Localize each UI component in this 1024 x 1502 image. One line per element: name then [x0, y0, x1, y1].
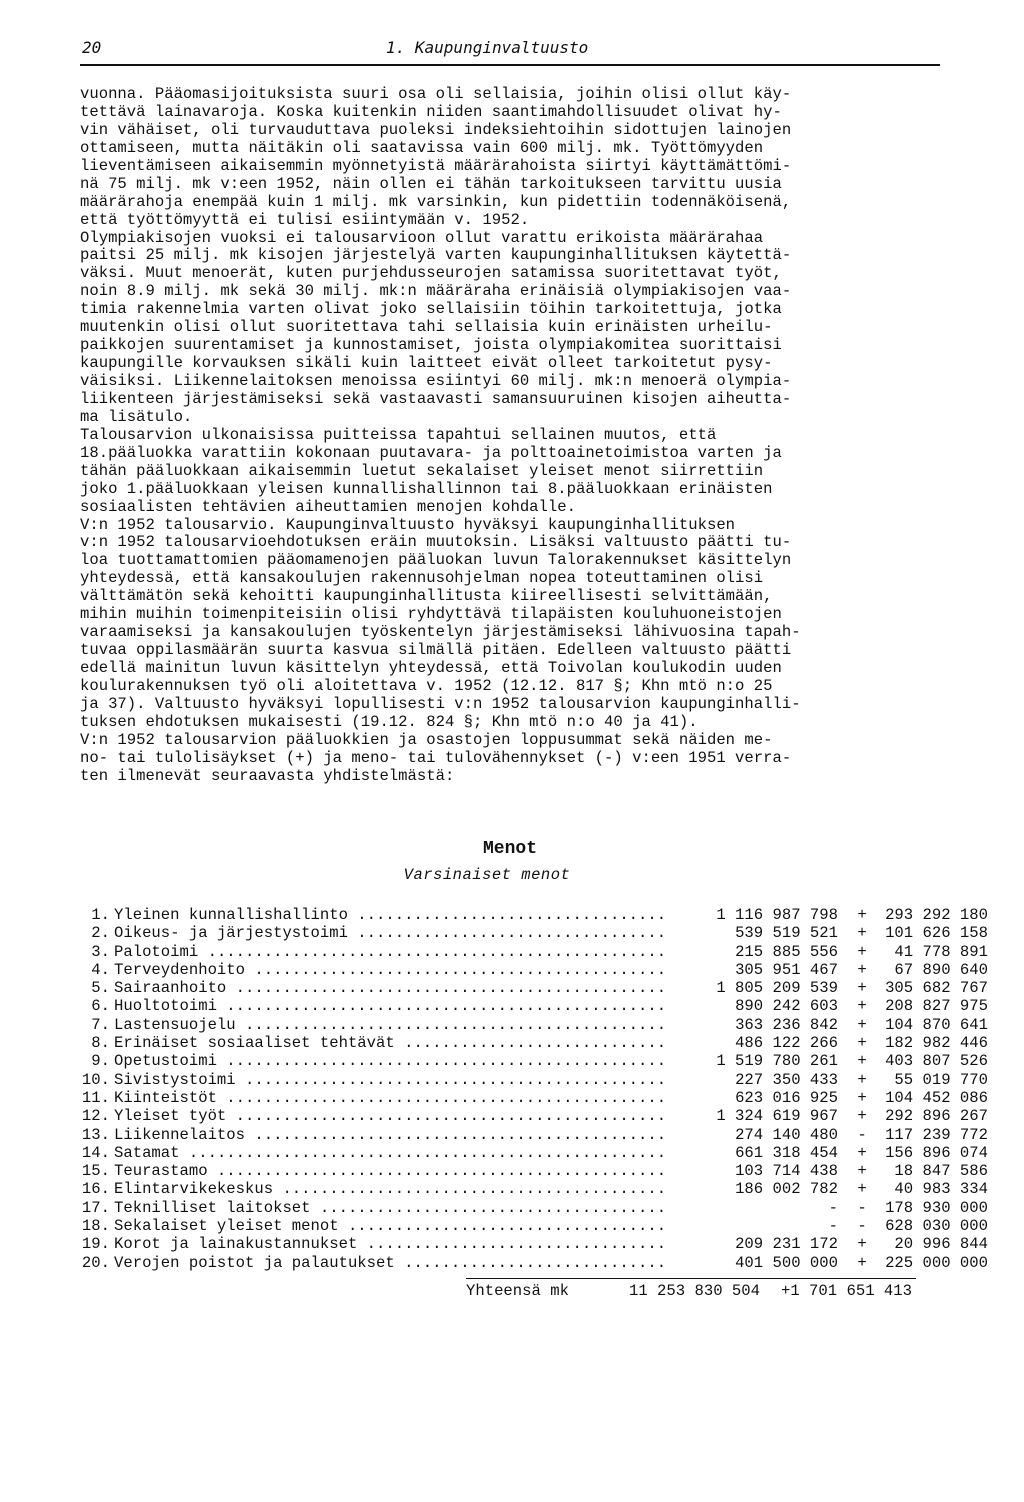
- row-label: [114, 961, 669, 979]
- row-value: 539 519 521: [735, 924, 838, 943]
- text-line: muutenkin olisi ollut suoritettava tahi sellaisia kuin erinäisten urheilu-: [80, 319, 773, 337]
- row-value: 1 116 987 798: [716, 906, 838, 924]
- text-line: timia rakennelmia varten olivat joko sellaisiin töihin tarkoitettuja, jotka: [80, 301, 782, 319]
- text-line: V:n 1952 talousarvion pääluokkien ja osastojen loppusummat sekä näiden me-: [80, 731, 773, 749]
- row-label: [114, 1144, 669, 1162]
- text-line: ma lisätulo.: [80, 408, 193, 426]
- row-label: [114, 906, 669, 924]
- text-line: lieventämiseen aikaisemmin myönnetyistä määrärahoista siirtyi käyttämättömi-: [80, 157, 792, 175]
- row-label-text: Teurastamo: [114, 1162, 208, 1181]
- row-value: 623 016 925: [735, 1088, 838, 1107]
- row-label: [114, 1126, 669, 1144]
- row-value: -: [828, 1198, 838, 1217]
- row-number: 13.: [81, 1125, 110, 1144]
- row-sign: +: [857, 1180, 867, 1199]
- row-number: 19.: [81, 1235, 110, 1254]
- text-line: edellä mainitun luvun käsittelyn yhteydessä, että Toivolan koulukodin uuden: [80, 660, 782, 677]
- page-number: 20: [82, 38, 102, 57]
- row-sign: +: [857, 1235, 867, 1254]
- row-label: [114, 1254, 669, 1272]
- header-rule: [80, 64, 940, 66]
- row-number: 18.: [81, 1217, 110, 1236]
- row-sign: +: [857, 1107, 867, 1126]
- row-value: 1 324 619 967: [716, 1107, 838, 1126]
- row-label-text: Lastensuojelu: [114, 1015, 236, 1034]
- budget-table: [78, 906, 988, 1272]
- text-line: vuonna. Pääomasijoituksista suuri osa oli sellaisia, joihin olisi ollut käy-: [80, 86, 792, 103]
- row-label-text: Yleiset työt: [114, 1107, 227, 1126]
- row-label: [114, 1162, 669, 1180]
- row-number: 17.: [81, 1198, 110, 1217]
- table-row: [78, 1088, 988, 1107]
- row-value: 209 231 172: [735, 1235, 838, 1254]
- row-number: 16.: [81, 1180, 110, 1199]
- table-subheading: Varsinaiset menot: [403, 866, 571, 884]
- row-sign: +: [857, 1143, 867, 1162]
- total-change: +1 701 651 413: [780, 1282, 912, 1300]
- row-change: 403 807 526: [885, 1052, 988, 1071]
- text-line: varaamiseksi ja kansakoulujen työskentelyn järjestämiseksi lähivuosina tapah-: [80, 624, 801, 642]
- row-value: 186 002 782: [735, 1180, 838, 1199]
- row-label-text: Elintarvikekeskus: [114, 1180, 274, 1199]
- text-line: loa tuottamattomien pääomamenojen pääluokan luvun Talorakennukset käsittelyn: [80, 552, 792, 570]
- row-change: 178 930 000: [885, 1198, 988, 1217]
- row-label-text: Liikennelaitos: [114, 1125, 246, 1144]
- table-row: [78, 1162, 988, 1181]
- row-change: 208 827 975: [885, 997, 988, 1016]
- row-change: 225 000 000: [885, 1253, 988, 1272]
- row-number: 15.: [81, 1162, 110, 1181]
- row-value: 274 140 480: [735, 1125, 838, 1144]
- table-row: [78, 979, 988, 998]
- text-line: tettävä lainavaroja. Koska kuitenkin niiden saantimahdollisuudet olivat hy-: [80, 103, 782, 121]
- row-sign: +: [857, 1052, 867, 1071]
- row-label-text: Erinäiset sosiaaliset tehtävät: [114, 1034, 395, 1053]
- body-text: [80, 86, 950, 786]
- row-label-text: Verojen poistot ja palautukset: [114, 1253, 395, 1272]
- text-line: Olympiakisojen vuoksi ei talousarvioon ollut varattu erikoista määrärahaa: [80, 229, 764, 247]
- table-row: [78, 1235, 988, 1254]
- row-sign: +: [857, 1070, 867, 1089]
- row-label-text: Teknilliset laitokset: [114, 1198, 311, 1217]
- row-sign: +: [857, 924, 867, 943]
- row-label-text: Kiinteistöt: [114, 1088, 217, 1107]
- row-label: [114, 943, 669, 961]
- text-line: että työttömyyttä ei tulisi esiintymään v. 1952.: [80, 211, 530, 229]
- row-number: 2.: [91, 924, 110, 943]
- row-sign: +: [857, 1034, 867, 1053]
- text-line: paitsi 25 milj. mk kisojen järjestelyä varten kaupunginhallituksen käytettä-: [80, 247, 792, 265]
- row-change: 292 896 267: [885, 1107, 988, 1126]
- row-value: 227 350 433: [735, 1070, 838, 1089]
- text-line: koulurakennuksen työ oli aloitettava v. 1952 (12.12. 817 §; Khn mtö n:o 25: [80, 677, 773, 695]
- row-change: 67 890 640: [894, 960, 988, 979]
- text-line: vin vähäiset, oli turvauduttava puoleksi indeksiehtoihin sidottujen lainojen: [80, 121, 792, 139]
- row-label: [114, 1199, 669, 1217]
- row-number: 11.: [81, 1088, 110, 1107]
- text-line: liikenteen järjestämiseksi sekä vastaavasti samansuuruinen kisojen aiheutta-: [80, 390, 792, 408]
- text-line: Talousarvion ulkonaisissa puitteissa tapahtui sellainen muutos, että: [80, 426, 717, 444]
- row-value: 890 242 603: [735, 997, 838, 1016]
- table-row: [78, 997, 988, 1016]
- table-row: [78, 960, 988, 979]
- row-sign: -: [857, 1125, 867, 1144]
- row-sign: +: [857, 979, 867, 998]
- table-row: [78, 1253, 988, 1272]
- text-line: tuksen ehdotuksen mukaisesti (19.12. 824 §; Khn mtö n:o 40 ja 41).: [80, 713, 698, 731]
- text-line: tuvaa oppilasmäärän suurta kasvua silmällä pitäen. Edelleen valtuusto päätti: [80, 642, 792, 660]
- table-row: [78, 1198, 988, 1217]
- text-line: ja 37). Valtuusto hyväksyi lopullisesti v:n 1952 talousarvion kaupunginhalli-: [80, 695, 801, 713]
- text-line: joko 1.pääluokkaan yleisen kunnallishallinnon tai 8.pääluokkaan erinäisten: [80, 480, 773, 498]
- table-row: [78, 1107, 988, 1126]
- row-label: [114, 979, 669, 997]
- row-number: 14.: [81, 1143, 110, 1162]
- row-value: 103 714 438: [735, 1162, 838, 1181]
- text-line: no- tai tulolisäykset (+) ja meno- tai tulovähennykset (-) v:een 1951 verra-: [80, 749, 792, 767]
- table-row: [78, 1217, 988, 1236]
- text-line: noin 8.9 milj. mk sekä 30 milj. mk:n määräraha erinäisiä olympiakisojen vaa-: [80, 283, 792, 301]
- row-sign: +: [857, 1015, 867, 1034]
- text-line: välttämätön sekä kehoitti kaupunginhallitusta kiireellisesti selvittämään,: [80, 588, 773, 606]
- row-label-text: Sairaanhoito: [114, 979, 227, 998]
- row-number: 4.: [91, 960, 110, 979]
- row-number: 9.: [91, 1052, 110, 1071]
- row-label-text: Opetustoimi: [114, 1052, 217, 1071]
- row-label-text: Korot ja lainakustannukset: [114, 1235, 358, 1254]
- row-change: 628 030 000: [885, 1217, 988, 1236]
- row-sign: +: [857, 1088, 867, 1107]
- row-sign: +: [857, 942, 867, 961]
- row-label-text: Huoltotoimi: [114, 997, 217, 1016]
- row-value: -: [828, 1217, 838, 1236]
- text-line: nä 75 milj. mk v:een 1952, näin ollen ei tähän tarkoitukseen tarvittu uusia: [80, 175, 782, 193]
- table-heading: Menot: [482, 839, 537, 859]
- row-label-text: Palotoimi: [114, 942, 199, 961]
- row-label: [114, 1071, 669, 1089]
- row-change: 305 682 767: [885, 979, 988, 998]
- row-number: 5.: [91, 979, 110, 998]
- text-line: tähän pääluokkaan aikaisemmin luetut sekalaiset yleiset menot siirrettiin: [80, 462, 764, 480]
- row-change: 293 292 180: [885, 906, 988, 924]
- row-change: 104 870 641: [885, 1015, 988, 1034]
- table-row: [78, 1052, 988, 1071]
- total-label: Yhteensä mk: [466, 1282, 569, 1300]
- row-change: 41 778 891: [894, 942, 988, 961]
- row-label: [114, 924, 669, 942]
- table-row: [78, 1180, 988, 1199]
- row-change: 20 996 844: [894, 1235, 988, 1254]
- row-value: 1 519 780 261: [716, 1052, 838, 1071]
- row-label: [114, 997, 669, 1015]
- row-label: [114, 1052, 669, 1070]
- text-line: ottamiseen, mutta näitäkin oli saatavissa vain 600 milj. mk. Työttömyyden: [80, 139, 764, 157]
- row-label: [114, 1180, 669, 1198]
- row-label: [114, 1235, 669, 1253]
- page-title: 1. Kaupunginvaltuusto: [386, 38, 589, 57]
- row-label-text: Oikeus- ja järjestystoimi: [114, 924, 348, 943]
- row-label: [114, 1089, 669, 1107]
- text-line: V:n 1952 talousarvio. Kaupunginvaltuusto hyväksyi kaupunginhallituksen: [80, 516, 736, 534]
- row-label: [114, 1034, 669, 1052]
- row-label-text: Sekalaiset yleiset menot: [114, 1217, 339, 1236]
- table-row: [78, 942, 988, 961]
- text-line: sosiaalisten tehtävien aiheuttamien menojen kohdalle.: [80, 498, 576, 516]
- table-row: [78, 924, 988, 943]
- row-number: 7.: [91, 1015, 110, 1034]
- text-line: kaupungille korvauksen sikäli kuin laitteet eivät olleet tarkoitetut pysy-: [80, 355, 773, 373]
- row-value: 363 236 842: [735, 1015, 838, 1034]
- row-value: 305 951 467: [735, 960, 838, 979]
- table-row: [78, 1015, 988, 1034]
- text-line: määrärahoja enempää kuin 1 milj. mk varsinkin, kun pidettiin todennäköisenä,: [80, 193, 792, 211]
- text-line: paikkojen suurentamiset ja kunnostamiset, joista olympiakomitea suorittaisi: [80, 337, 782, 355]
- total-row: [466, 1282, 916, 1302]
- row-value: 661 318 454: [735, 1143, 838, 1162]
- row-change: 18 847 586: [894, 1162, 988, 1181]
- row-label: [114, 1107, 669, 1125]
- row-number: 8.: [91, 1034, 110, 1053]
- table-row: [78, 1034, 988, 1053]
- row-sign: +: [857, 906, 867, 924]
- total-value: 11 253 830 504: [628, 1282, 760, 1300]
- row-label-text: Yleinen kunnallishallinto: [114, 906, 348, 924]
- row-change: 101 626 158: [885, 924, 988, 943]
- row-sign: -: [857, 1217, 867, 1236]
- row-number: 10.: [81, 1070, 110, 1089]
- row-number: 3.: [91, 942, 110, 961]
- table-row: [78, 1125, 988, 1144]
- row-number: 12.: [81, 1107, 110, 1126]
- row-sign: +: [857, 1162, 867, 1181]
- row-label-text: Satamat: [114, 1143, 180, 1162]
- row-sign: +: [857, 997, 867, 1016]
- row-change: 55 019 770: [894, 1070, 988, 1089]
- row-change: 40 983 334: [894, 1180, 988, 1199]
- text-line: mihin muihin toimenpiteisiin olisi ryhdyttävä tilapäisten kouluhuoneistojen: [80, 606, 782, 624]
- row-change: 156 896 074: [885, 1143, 988, 1162]
- row-label-text: Sivistystoimi: [114, 1070, 236, 1089]
- text-line: yhteydessä, että kansakoulujen rakennusohjelman nopea toteuttaminen olisi: [80, 570, 764, 588]
- row-change: 182 982 446: [885, 1034, 988, 1053]
- table-row: [78, 1070, 988, 1089]
- table-row: [78, 906, 988, 924]
- row-value: 215 885 556: [735, 942, 838, 961]
- row-label-text: Terveydenhoito: [114, 960, 246, 979]
- row-value: 401 500 000: [735, 1253, 838, 1272]
- total-rule: [466, 1278, 916, 1279]
- text-line: ten ilmenevät seuraavasta yhdistelmästä:: [80, 767, 455, 785]
- row-number: 6.: [91, 997, 110, 1016]
- row-sign: -: [857, 1198, 867, 1217]
- row-number: 20.: [81, 1253, 110, 1272]
- row-change: 117 239 772: [885, 1125, 988, 1144]
- text-line: väisiksi. Liikennelaitoksen menoissa esiintyi 60 milj. mk:n menoerä olympia-: [80, 373, 792, 390]
- row-label: [114, 1217, 669, 1235]
- page-header: [80, 38, 940, 66]
- text-line: v:n 1952 talousarvioehdotuksen eräin muutoksin. Lisäksi valtuusto päätti tu-: [80, 534, 792, 552]
- text-line: väksi. Muut menoerät, kuten purjehdusseurojen satamissa suoritettavat työt,: [80, 265, 782, 283]
- row-label: [114, 1016, 669, 1034]
- row-sign: +: [857, 1253, 867, 1272]
- row-value: 1 805 209 539: [716, 979, 838, 998]
- text-line: 18.pääluokka varattiin kokonaan puutavara- ja polttoainetoimistoa varten ja: [80, 444, 782, 462]
- row-sign: +: [857, 960, 867, 979]
- table-row: [78, 1143, 988, 1162]
- row-number: 1.: [91, 906, 110, 924]
- row-value: 486 122 266: [735, 1034, 838, 1053]
- row-change: 104 452 086: [885, 1088, 988, 1107]
